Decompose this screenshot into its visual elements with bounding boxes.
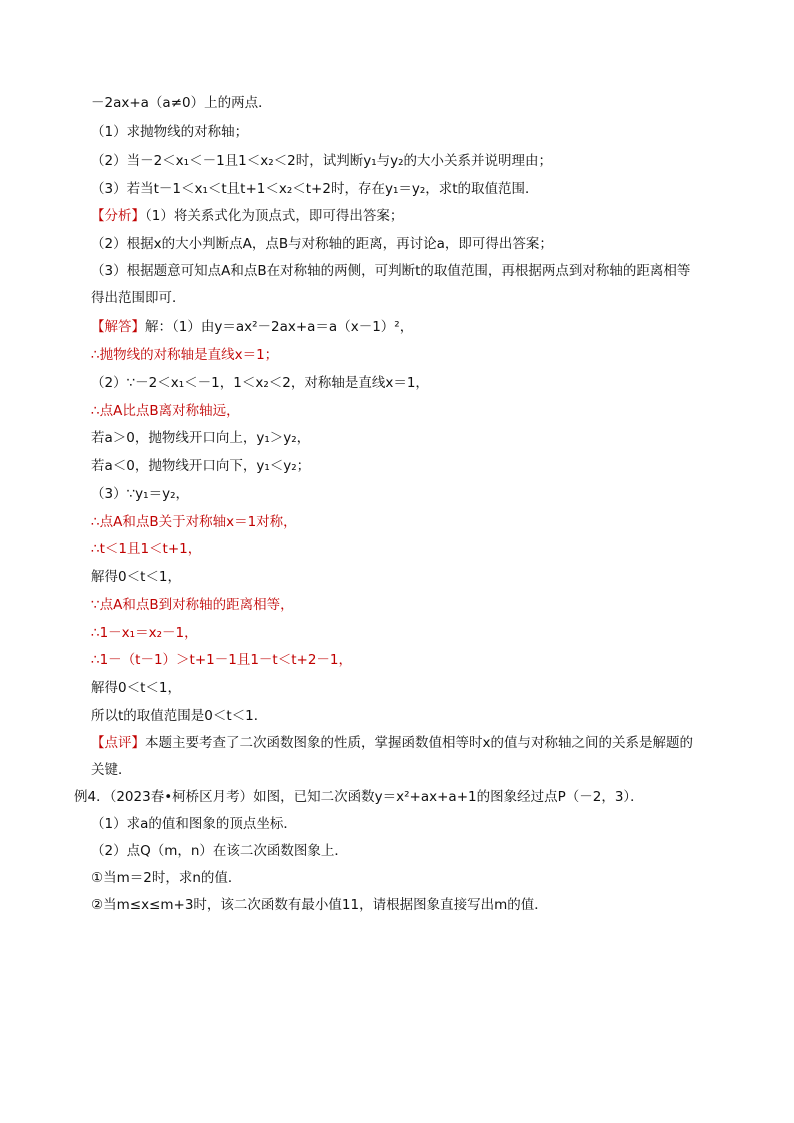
solution-line: ∴点A比点B离对称轴远， xyxy=(91,403,240,419)
solution-line: ∴1－（t－1）＞t+1－1且1－t＜t+2－1， xyxy=(91,652,353,668)
comment-line: 关键． xyxy=(91,762,132,778)
solution-line: 若a＜0，抛物线开口向下，y₁＜y₂； xyxy=(91,458,311,474)
solution-line: 解得0＜t＜1， xyxy=(91,569,181,585)
solution-line: ∴点A和点B关于对称轴x＝1对称， xyxy=(91,514,297,530)
example-4-title: 例4．（2023春•柯桥区月考）如图，已知二次函数y＝x²+ax+a+1的图象经过点P（－2，3）． xyxy=(74,789,644,805)
comment-line: 【点评】本题主要考查了二次函数图象的性质，掌握函数值相等时x的值与对称轴之间的关系是解题的 xyxy=(91,735,693,751)
solution-line: ∵点A和点B到对称轴的距离相等， xyxy=(91,597,294,613)
solution-line: ∴1－x₁＝x₂－1， xyxy=(91,625,198,641)
section-tag: 【分析】 xyxy=(91,208,145,224)
solution-line: （2）∵－2＜x₁＜－1，1＜x₂＜2，对称轴是直线x＝1， xyxy=(91,375,429,391)
analysis-line: （2）根据x的大小判断点A，点B与对称轴的距离，再讨论a，即可得出答案； xyxy=(91,236,553,252)
analysis-line: 【分析】（1）将关系式化为顶点式，即可得出答案； xyxy=(91,208,404,224)
analysis-line: （3）根据题意可知点A和点B在对称轴的两侧，可判断t的取值范围，再根据两点到对称轴的距离相等 xyxy=(91,263,691,279)
example-4-question: ②当m≤x≤m+3时，该二次函数有最小值11，请根据图象直接写出m的值． xyxy=(91,897,548,913)
section-tag: 【点评】 xyxy=(91,735,145,751)
solution-line: （3）∵y₁＝y₂， xyxy=(91,486,189,502)
problem-continuation: －2ax+a（a≠0）上的两点． xyxy=(91,95,272,111)
example-4-question: ①当m＝2时，求n的值． xyxy=(91,870,242,886)
solution-line: 解得0＜t＜1， xyxy=(91,680,181,696)
example-4-question: （1）求a的值和图象的顶点坐标． xyxy=(91,816,297,832)
solution-line: ∴t＜1且1＜t+1， xyxy=(91,541,202,557)
section-tag: 【解答】 xyxy=(91,319,145,335)
solution-line: 所以t的取值范围是0＜t＜1． xyxy=(91,708,268,724)
question-1: （1）求抛物线的对称轴； xyxy=(91,124,249,140)
question-3: （3）若当t－1＜x₁＜t且t+1＜x₂＜t+2时，存在y₁＝y₂，求t的取值范围． xyxy=(91,181,539,197)
example-4-question: （2）点Q（m，n）在该二次函数图象上． xyxy=(91,843,348,859)
solution-line: 若a＞0，抛物线开口向上，y₁＞y₂， xyxy=(91,430,311,446)
analysis-line: 得出范围即可． xyxy=(91,290,186,306)
question-2: （2）当－2＜x₁＜－1且1＜x₂＜2时，试判断y₁与y₂的大小关系并说明理由； xyxy=(91,153,553,169)
solution-line: 【解答】解：（1）由y＝ax²－2ax+a＝a（x－1）²， xyxy=(91,319,414,335)
solution-line: ∴抛物线的对称轴是直线x＝1； xyxy=(91,347,279,363)
